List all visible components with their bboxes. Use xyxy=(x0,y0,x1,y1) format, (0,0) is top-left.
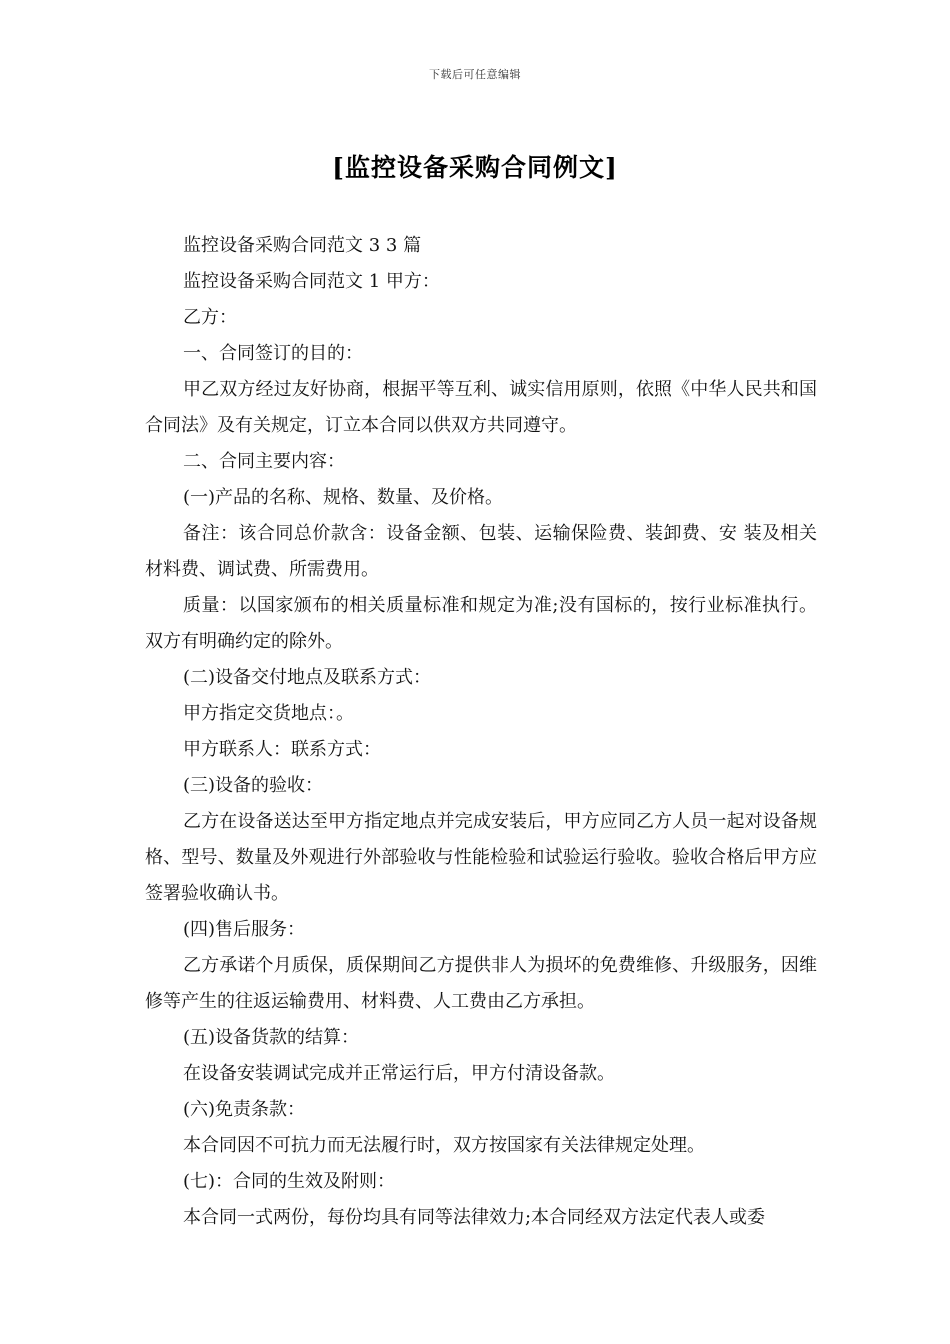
paragraph-exemption: 本合同因不可抗力而无法履行时，双方按国家有关法律规定处理。 xyxy=(183,1135,705,1156)
section-heading-content: 二、合同主要内容： xyxy=(183,451,345,472)
paragraph-quality: 质量：以国家颁布的相关质量标准和规定为准;没有国标的，按行业标准执行。双方有明确约定的除外。 xyxy=(145,595,817,652)
clause-acceptance: (三)设备的验收： xyxy=(183,775,324,796)
clause-effect: (七)：合同的生效及附则： xyxy=(183,1171,396,1192)
paragraph-party-b: 乙方： xyxy=(183,307,237,328)
clause-delivery: (二)设备交付地点及联系方式： xyxy=(183,667,432,688)
document-title: [监控设备采购合同例文] xyxy=(332,153,618,182)
paragraph-effect: 本合同一式两份，每份均具有同等法律效力;本合同经双方法定代表人或委 xyxy=(183,1207,766,1228)
clause-exemption: (六)免责条款： xyxy=(183,1099,306,1120)
paragraph-delivery-location: 甲方指定交货地点：。 xyxy=(183,703,354,724)
paragraph-contact: 甲方联系人：联系方式： xyxy=(183,739,381,760)
download-note: 下载后可任意编辑 xyxy=(429,68,521,81)
paragraph-remark: 备注：该合同总价款含：设备金额、包装、运输保险费、装卸费、安 装及相关材料费、调试费、所需费用。 xyxy=(145,523,817,580)
paragraph-after-sales: 乙方承诺个月质保，质保期间乙方提供非人为损坏的免费维修、升级服务，因维修等产生的往返运输费用、材料费、人工费由乙方承担。 xyxy=(145,955,817,1012)
clause-product: (一)产品的名称、规格、数量、及价格。 xyxy=(183,487,504,508)
contract-body xyxy=(145,228,817,1236)
paragraph-party-a: 监控设备采购合同范文 1 甲方： xyxy=(183,271,440,292)
section-heading-purpose: 一、合同签订的目的： xyxy=(183,343,363,364)
paragraph-purpose: 甲乙双方经过友好协商，根据平等互利、诚实信用原则，依照《中华人民共和国合同法》及有关规定，订立本合同以供双方共同遵守。 xyxy=(145,379,817,436)
paragraph-subtitle: 监控设备采购合同范文 3 3 篇 xyxy=(183,235,422,256)
clause-payment: (五)设备货款的结算： xyxy=(183,1027,360,1048)
paragraph-acceptance: 乙方在设备送达至甲方指定地点并完成安装后，甲方应同乙方人员一起对设备规格、型号、数量及外观进行外部验收与性能检验和试验运行验收。验收合格后甲方应签署验收确认书。 xyxy=(145,811,817,904)
clause-after-sales: (四)售后服务： xyxy=(183,919,306,940)
paragraph-payment: 在设备安装调试完成并正常运行后，甲方付清设备款。 xyxy=(183,1063,615,1084)
